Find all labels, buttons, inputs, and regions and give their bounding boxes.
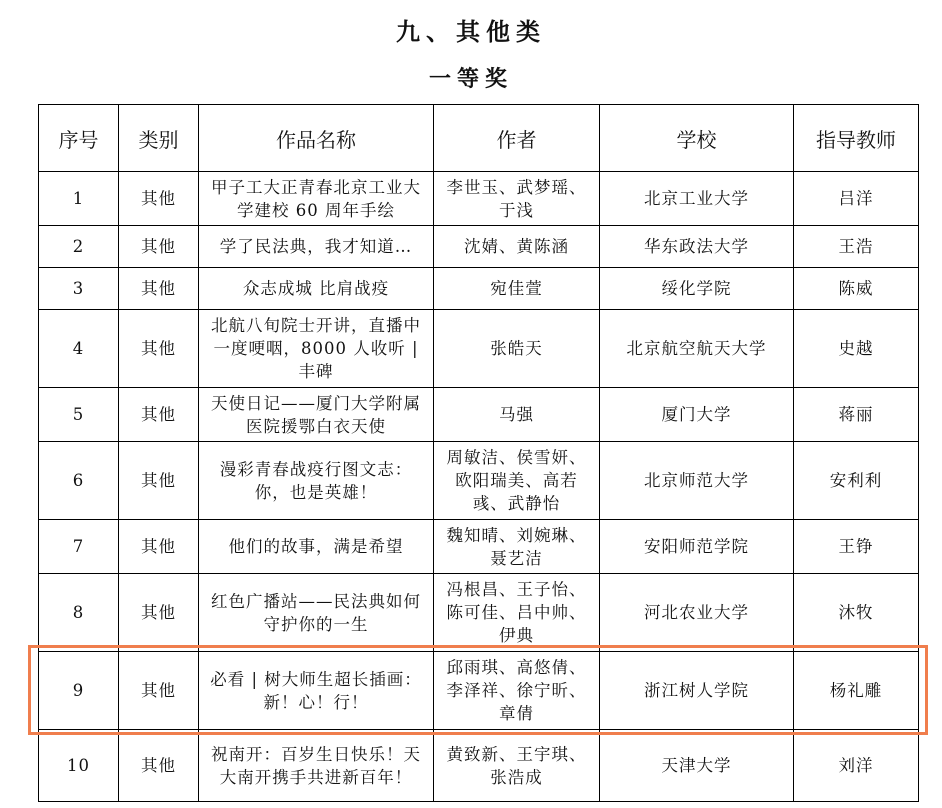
row-work-title: 红色广播站——民法典如何守护你的一生 xyxy=(199,574,434,652)
table-row xyxy=(39,226,919,268)
row-advisor: 陈威 xyxy=(794,268,919,310)
row-advisor: 王铮 xyxy=(794,520,919,574)
table-row xyxy=(39,520,919,574)
table-row xyxy=(39,172,919,226)
row-index: 7 xyxy=(39,520,119,574)
row-index: 2 xyxy=(39,226,119,268)
row-work-title: 漫彩青春战疫行图文志：你，也是英雄！ xyxy=(199,442,434,520)
row-advisor: 史越 xyxy=(794,310,919,388)
row-authors: 马强 xyxy=(434,388,600,442)
header-work-title: 作品名称 xyxy=(199,105,434,172)
header-advisor: 指导教师 xyxy=(794,105,919,172)
row-advisor: 刘洋 xyxy=(794,730,919,802)
row-advisor: 蒋丽 xyxy=(794,388,919,442)
table-row xyxy=(39,268,919,310)
table-row xyxy=(39,652,919,730)
row-authors: 李世玉、武梦瑶、于浅 xyxy=(434,172,600,226)
row-index: 8 xyxy=(39,574,119,652)
row-work-title: 他们的故事，满是希望 xyxy=(199,520,434,574)
award-title: 一等奖 xyxy=(428,66,513,92)
section-title: 九、其他类 xyxy=(396,17,546,46)
row-school: 厦门大学 xyxy=(600,388,794,442)
row-category: 其他 xyxy=(119,388,199,442)
row-authors: 张皓天 xyxy=(434,310,600,388)
row-index: 4 xyxy=(39,310,119,388)
header-index: 序号 xyxy=(39,105,119,172)
row-category: 其他 xyxy=(119,268,199,310)
row-work-title: 学了民法典，我才知道… xyxy=(199,226,434,268)
row-advisor: 安利利 xyxy=(794,442,919,520)
row-advisor: 吕洋 xyxy=(794,172,919,226)
row-category: 其他 xyxy=(119,520,199,574)
table-row xyxy=(39,442,919,520)
row-index: 3 xyxy=(39,268,119,310)
row-authors: 宛佳萱 xyxy=(434,268,600,310)
row-authors: 黄致新、王宇琪、张浩成 xyxy=(434,730,600,802)
header-authors: 作者 xyxy=(434,105,600,172)
row-category: 其他 xyxy=(119,172,199,226)
row-school: 安阳师范学院 xyxy=(600,520,794,574)
row-index: 10 xyxy=(39,730,119,802)
table-header-row xyxy=(39,105,919,172)
row-advisor: 杨礼雕 xyxy=(794,652,919,730)
row-authors: 魏知晴、刘婉琳、聂艺洁 xyxy=(434,520,600,574)
row-index: 6 xyxy=(39,442,119,520)
row-advisor: 沐牧 xyxy=(794,574,919,652)
row-school: 浙江树人学院 xyxy=(600,652,794,730)
awards-table xyxy=(38,104,919,802)
row-advisor: 王浩 xyxy=(794,226,919,268)
row-work-title: 必看 | 树大师生超长插画：新！心！行！ xyxy=(199,652,434,730)
header-category: 类别 xyxy=(119,105,199,172)
row-work-title: 天使日记——厦门大学附属医院援鄂白衣天使 xyxy=(199,388,434,442)
row-index: 9 xyxy=(39,652,119,730)
row-authors: 邱雨琪、高悠倩、李泽祥、徐宁昕、章倩 xyxy=(434,652,600,730)
row-school: 北京航空航天大学 xyxy=(600,310,794,388)
row-school: 北京工业大学 xyxy=(600,172,794,226)
row-category: 其他 xyxy=(119,442,199,520)
row-school: 河北农业大学 xyxy=(600,574,794,652)
row-index: 5 xyxy=(39,388,119,442)
table-row xyxy=(39,310,919,388)
row-school: 北京师范大学 xyxy=(600,442,794,520)
row-authors: 周敏洁、侯雪妍、欧阳瑞美、高若彧、武静怡 xyxy=(434,442,600,520)
row-category: 其他 xyxy=(119,574,199,652)
row-category: 其他 xyxy=(119,310,199,388)
row-work-title: 祝南开：百岁生日快乐！天大南开携手共进新百年！ xyxy=(199,730,434,802)
row-authors: 沈婧、黄陈涵 xyxy=(434,226,600,268)
row-work-title: 北航八旬院士开讲，直播中一度哽咽，8000 人收听 | 丰碑 xyxy=(199,310,434,388)
row-school: 天津大学 xyxy=(600,730,794,802)
row-work-title: 众志成城 比肩战疫 xyxy=(199,268,434,310)
row-authors: 冯根昌、王子怡、陈可佳、吕中帅、伊典 xyxy=(434,574,600,652)
table-row xyxy=(39,388,919,442)
row-index: 1 xyxy=(39,172,119,226)
row-category: 其他 xyxy=(119,730,199,802)
row-category: 其他 xyxy=(119,226,199,268)
row-work-title: 甲子工大正青春北京工业大学建校 60 周年手绘 xyxy=(199,172,434,226)
table-row xyxy=(39,574,919,652)
row-category: 其他 xyxy=(119,652,199,730)
table-row xyxy=(39,730,919,802)
row-school: 华东政法大学 xyxy=(600,226,794,268)
row-school: 绥化学院 xyxy=(600,268,794,310)
header-school: 学校 xyxy=(600,105,794,172)
